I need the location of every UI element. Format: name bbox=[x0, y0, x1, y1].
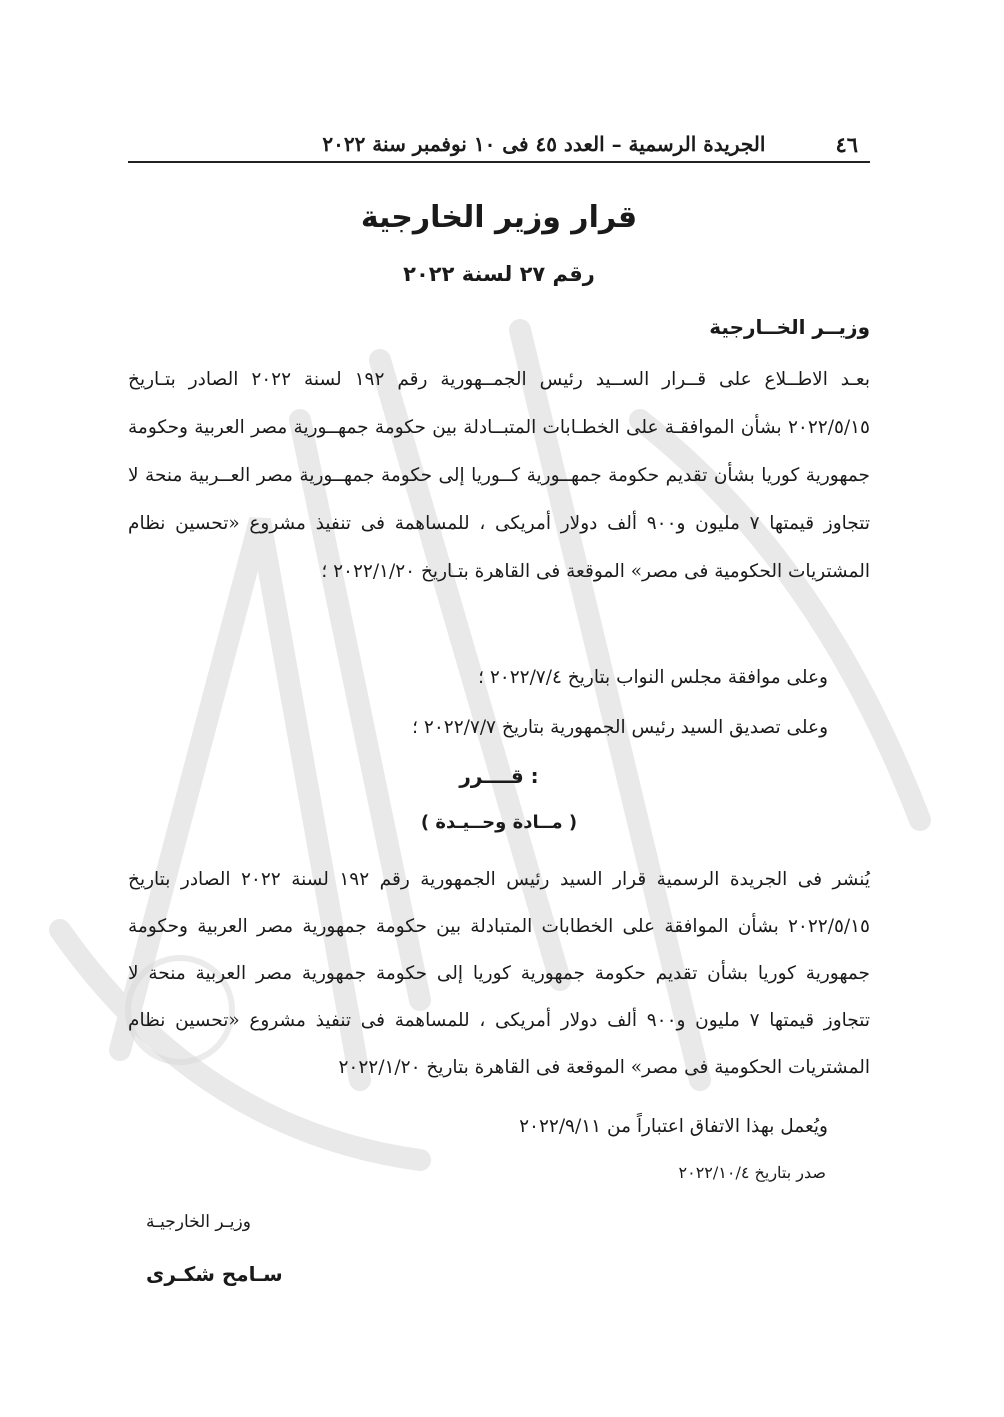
decree-title: قرار وزير الخارجية bbox=[360, 200, 638, 235]
decides-heading: قــــرر : bbox=[459, 764, 539, 788]
page-header bbox=[128, 127, 870, 163]
gazette-issue-line: الجريدة الرسمية – العدد ٤٥ فى ١٠ نوفمبر سنة ٢٠٢٢ bbox=[322, 132, 766, 156]
decree-number: رقم ٢٧ لسنة ٢٠٢٢ bbox=[403, 262, 595, 286]
article-body: يُنشر فى الجريدة الرسمية قرار السيد رئيس الجمهورية رقم ١٩٢ لسنة ٢٠٢٢ الصادر بتاريخ ٢٠٢٢/٥/١٥ بشأن الموافقة على الخطابات المتبادلة بين حكومة جمهورية مصر العربية وحكومة جمهورية كوريا بشأن تقديم حكومة جمهورية كوريا إلى حكومة جمهورية مصر العربية منحة لا تتجاوز قيمتها ٧ مليون و٩٠٠ ألف دولار أمريكى ، للمساهمة فى تنفيذ مشروع «تحسين نظام المشتريات الحكومية فى مصر» الموقعة فى القاهرة بتاريخ ٢٠٢٢/١/٢٠ bbox=[128, 869, 870, 1078]
article-heading: ( مــادة وحــيـدة ) bbox=[420, 812, 578, 833]
issued-date: صدر بتاريخ ٢٠٢٢/١٠/٤ bbox=[678, 1163, 826, 1182]
parliament-approval-line: وعلى موافقة مجلس النواب بتاريخ ٢٠٢٢/٧/٤ ؛ bbox=[478, 667, 828, 688]
effective-date-line: ويُعمل بهذا الاتفاق اعتباراً من ٢٠٢٢/٩/١١ bbox=[519, 1116, 828, 1137]
signatory-name: سـامح شكـرى bbox=[146, 1262, 283, 1286]
signatory-title: وزيـر الخارجيـة bbox=[146, 1212, 251, 1232]
page-number: ٤٦ bbox=[835, 131, 858, 157]
ratification-line: وعلى تصديق السيد رئيس الجمهورية بتاريخ ٢٠٢٢/٧/٧ ؛ bbox=[412, 717, 828, 738]
preamble-paragraph: بعـد الاطــلاع على قــرار الســيد رئيس الجمــهورية رقم ١٩٢ لسنة ٢٠٢٢ الصادر بتـاريخ ٢٠٢٢/٥/١٥ بشأن الموافقـة على الخطـابات المتبــادلة بين حكومة جمهــورية مصر العربية وحكومة جمهورية كوريا بشأن تقديم حكومة جمهــورية كــوريا إلى حكومة جمهــورية مصر العــربية منحة لا تتجاوز قيمتها ٧ مليون و٩٠٠ ألف دولار أمريكى ، للمساهمة فى تنفيذ مشروع «تحسين نظام المشتريات الحكومية فى مصر» الموقعة فى القاهرة بتـاريخ ٢٠٢٢/١/٢٠ ؛ bbox=[128, 369, 871, 582]
issuer-heading: وزيــر الخــارجية bbox=[709, 315, 870, 339]
